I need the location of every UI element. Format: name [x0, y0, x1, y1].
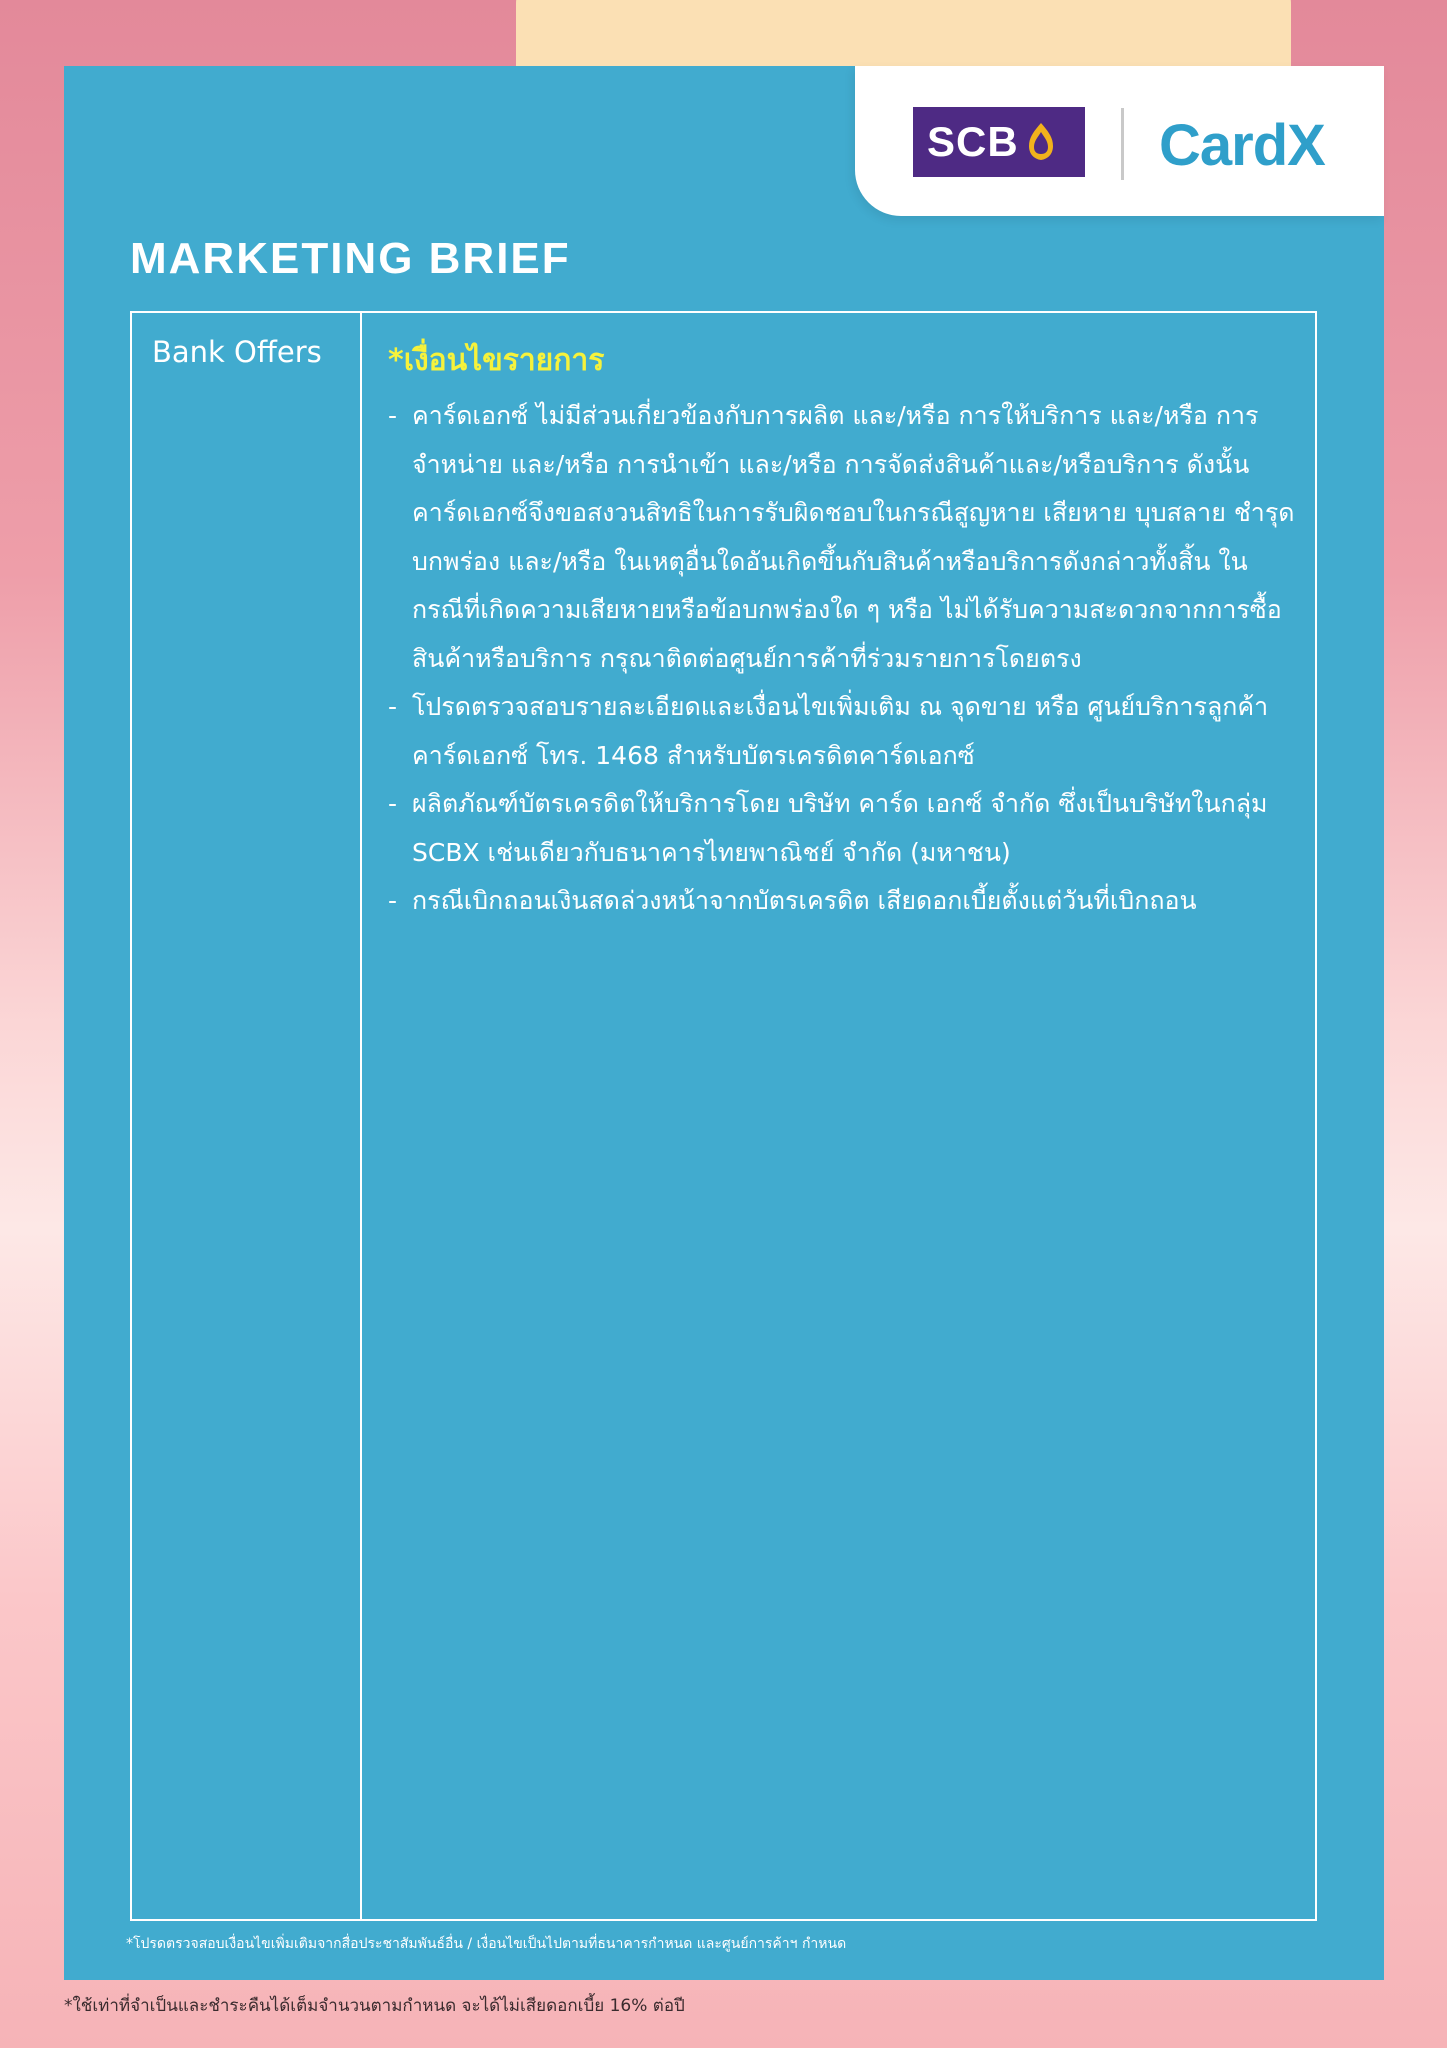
scb-bell-icon	[1023, 120, 1059, 164]
condition-item	[388, 683, 1298, 780]
condition-text: คาร์ดเอกซ์ ไม่มีส่วนเกี่ยวข้องกับการผลิต และ/หรือ การให้บริการ และ/หรือ การจำหน่าย และ/หรือ การนำเข้า และ/หรือ การจัดส่งสินค้าและ/หรือบริการ ดังนั้น คาร์ดเอกซ์จึงขอสงวนสิทธิในการรับผิดชอบในกรณีสูญหาย เสียหาย บุบสลาย ชำรุด บกพร่อง และ/หรือ ในเหตุอื่นใดอันเกิดขึ้นกับสินค้าหรือบริการดังกล่าวทั้งสิ้น ในกรณีที่เกิดความเสียหายหรือข้อบกพร่องใด ๆ หรือ ไม่ได้รับความสะดวกจากการซื้อสินค้าหรือบริการ กรุณาติดต่อศูนย์การค้าที่ร่วมรายการโดยตรง	[412, 401, 1295, 673]
conditions-title: *เงื่อนไขรายการ	[388, 343, 605, 378]
bank-offers-label: Bank Offers	[152, 335, 322, 369]
panel-footnote: *โปรดตรวจสอบเงื่อนไขเพิ่มเติมจากสื่อประชาสัมพันธ์อื่น / เงื่อนไขเป็นไปตามที่ธนาคารกำหนด และศูนย์การค้าฯ กำหนด	[126, 1936, 847, 1952]
page-title: MARKETING BRIEF	[130, 234, 571, 283]
condition-dash: -	[388, 789, 398, 818]
brief-table	[130, 311, 1317, 1921]
condition-dash: -	[388, 692, 398, 721]
condition-dash: -	[388, 886, 398, 915]
condition-text: ผลิตภัณฑ์บัตรเครดิตให้บริการโดย บริษัท คาร์ด เอกซ์ จำกัด ซึ่งเป็นบริษัทในกลุ่ม SCBX เช่นเดียวกับธนาคารไทยพาณิชย์ จำกัด (มหาชน)	[412, 789, 1268, 867]
condition-item	[388, 780, 1298, 877]
condition-item	[388, 392, 1298, 683]
scb-logo-text: SCB	[927, 118, 1019, 165]
conditions-column	[388, 337, 1298, 926]
cardx-logo: CardX	[1159, 113, 1325, 178]
column-divider	[360, 313, 362, 1919]
condition-text: กรณีเบิกถอนเงินสดล่วงหน้าจากบัตรเครดิต เสียดอกเบี้ยตั้งแต่วันที่เบิกถอน	[412, 886, 1197, 915]
condition-text: โปรดตรวจสอบรายละเอียดและเงื่อนไขเพิ่มเติม ณ จุดขาย หรือ ศูนย์บริการลูกค้าคาร์ดเอกซ์ โทร. 1468 สำหรับบัตรเครดิตคาร์ดเอกซ์	[412, 692, 1269, 770]
condition-item	[388, 877, 1298, 926]
logo-divider	[1121, 108, 1124, 180]
scb-logo	[913, 107, 1085, 177]
conditions-list	[388, 392, 1298, 926]
page-footnote: *ใช้เท่าที่จำเป็นและชำระคืนได้เต็มจำนวนตามกำหนด จะได้ไม่เสียดอกเบี้ย 16% ต่อปี	[64, 1996, 685, 2016]
condition-dash: -	[388, 401, 398, 430]
logo-card	[855, 66, 1384, 216]
